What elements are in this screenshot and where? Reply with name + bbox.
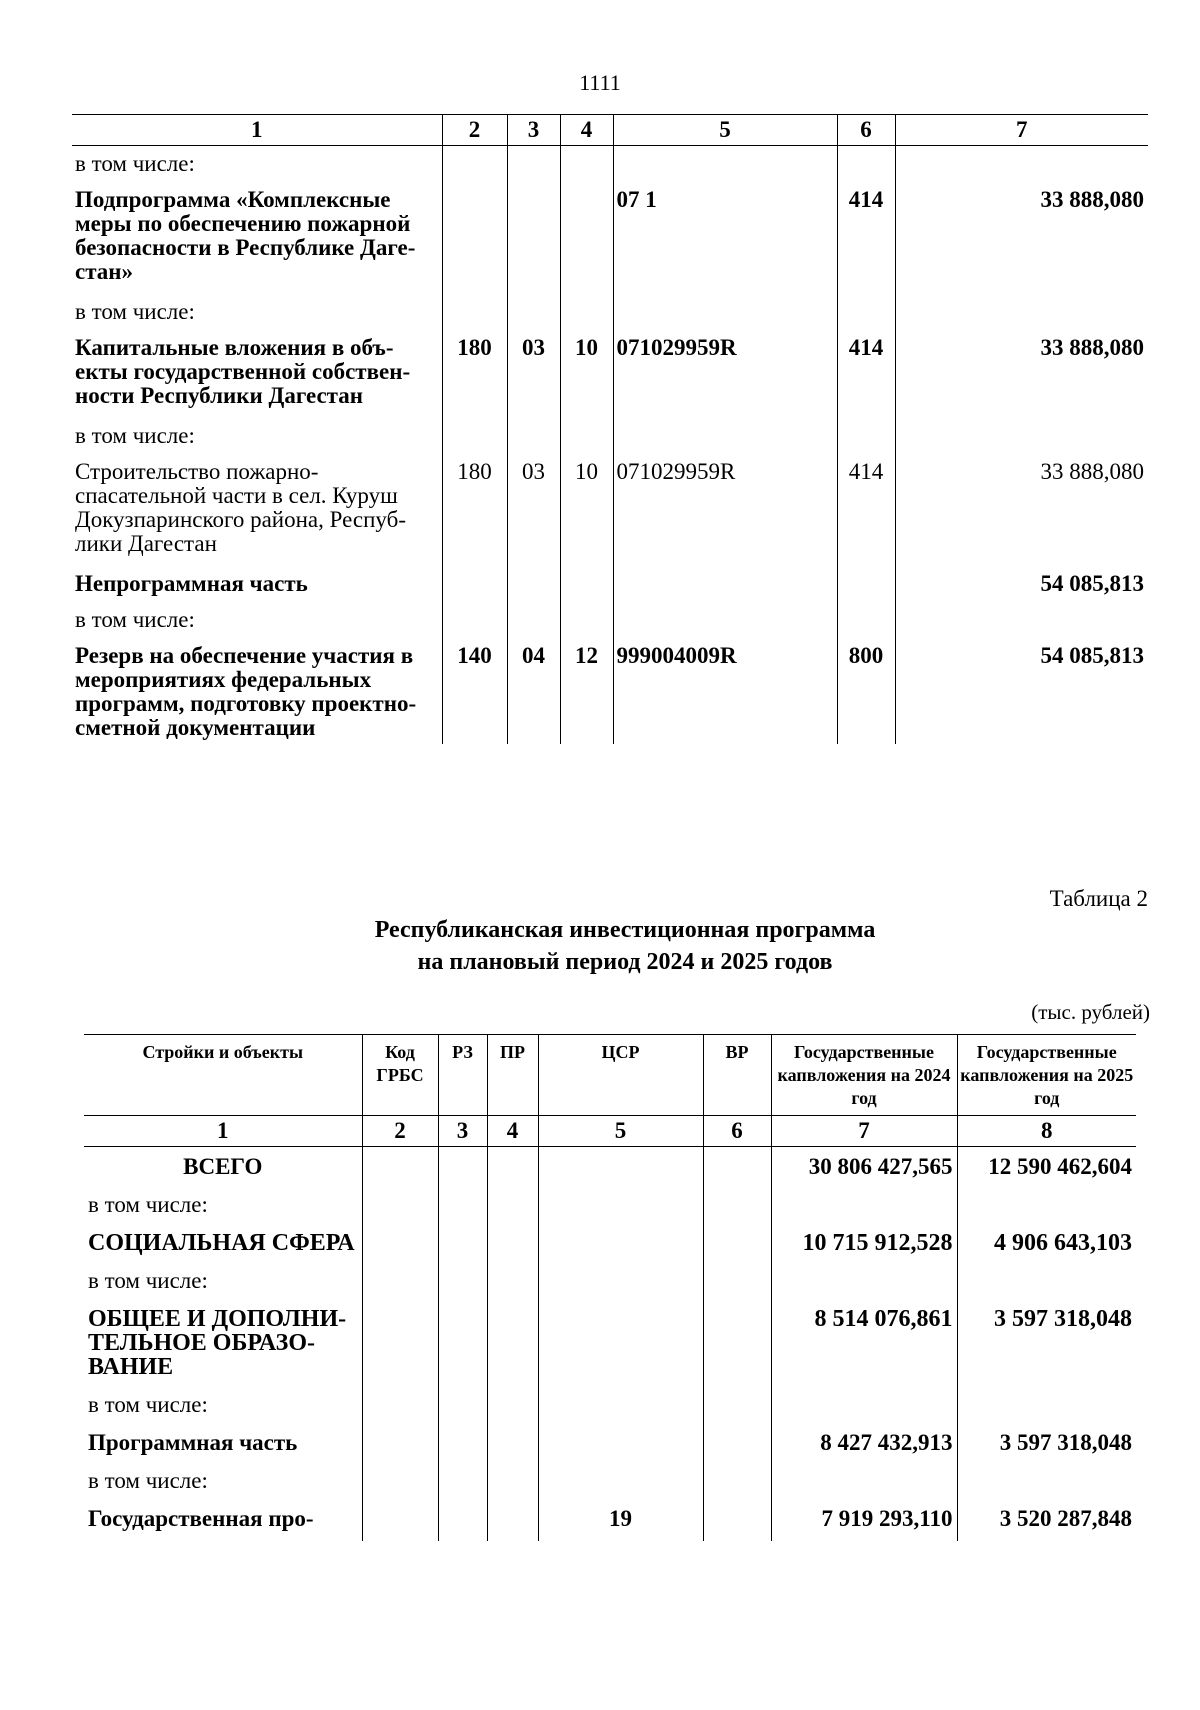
cell-grbs — [442, 294, 507, 330]
table-row — [72, 182, 1148, 294]
cell-vr — [837, 294, 895, 330]
cell-csr — [538, 1265, 703, 1299]
cell-rz — [438, 1147, 487, 1190]
cell-csr — [538, 1423, 703, 1465]
t2-colnum-4: 4 — [487, 1116, 538, 1147]
row-label: в том числе: — [75, 299, 195, 324]
cell-csr — [538, 1465, 703, 1499]
units-note: (тыс. рублей) — [1031, 1000, 1150, 1024]
table-2-title — [0, 914, 1200, 978]
cell-rz: 03 — [507, 454, 560, 566]
cell-2024: 8 427 432,913 — [771, 1423, 957, 1465]
cell-rz: 04 — [507, 638, 560, 744]
cell-csr — [538, 1299, 703, 1389]
cell-pr — [560, 418, 613, 454]
cell-pr — [487, 1389, 538, 1423]
cell-rz — [507, 182, 560, 294]
cell-amount: 33 888,080 — [895, 330, 1148, 418]
t1-col-4: 4 — [560, 115, 613, 146]
table-row — [84, 1147, 1136, 1190]
cell-pr — [487, 1299, 538, 1389]
table-row — [84, 1499, 1136, 1541]
page-number: 1111 — [579, 70, 621, 95]
row-label: в том числе: — [88, 1268, 208, 1293]
cell-2025 — [957, 1189, 1136, 1223]
cell-amount: 33 888,080 — [895, 182, 1148, 294]
cell-rz — [438, 1265, 487, 1299]
cell-amount — [895, 602, 1148, 638]
cell-2024 — [771, 1389, 957, 1423]
cell-pr — [560, 146, 613, 183]
cell-pr — [487, 1189, 538, 1223]
cell-grbs — [362, 1389, 438, 1423]
cell-rz — [507, 146, 560, 183]
t1-col-1: 1 — [72, 115, 442, 146]
t2-header-2024: Государственные капвложения на 2024 год — [771, 1035, 957, 1116]
cell-csr: 07 1 — [613, 182, 837, 294]
cell-2025: 3 597 318,048 — [957, 1423, 1136, 1465]
cell-pr: 10 — [560, 454, 613, 566]
cell-2025: 3 520 287,848 — [957, 1499, 1136, 1541]
cell-amount — [895, 418, 1148, 454]
table-row — [72, 638, 1148, 744]
cell-csr: 19 — [538, 1499, 703, 1541]
row-label: Строительство пожарно-спасательной части в сел. Куруш Докузпаринского района, Республики Дагестан — [75, 459, 406, 556]
cell-2025 — [957, 1389, 1136, 1423]
cell-2024: 8 514 076,861 — [771, 1299, 957, 1389]
cell-vr — [703, 1265, 771, 1299]
cell-rz — [438, 1223, 487, 1265]
cell-pr: 12 — [560, 638, 613, 744]
row-label: Государственная про- — [88, 1506, 314, 1531]
t2-colnum-5: 5 — [538, 1116, 703, 1147]
cell-vr — [703, 1147, 771, 1190]
table-row — [72, 146, 1148, 183]
cell-vr — [837, 146, 895, 183]
table-1-header-row — [72, 115, 1148, 146]
cell-rz — [438, 1423, 487, 1465]
table-row — [72, 454, 1148, 566]
cell-csr — [538, 1389, 703, 1423]
cell-rz — [438, 1189, 487, 1223]
cell-rz — [438, 1299, 487, 1389]
table-row — [84, 1389, 1136, 1423]
t1-col-3: 3 — [507, 115, 560, 146]
cell-csr: 071029959R — [613, 454, 837, 566]
table-row — [84, 1189, 1136, 1223]
t2-colnum-3: 3 — [438, 1116, 487, 1147]
cell-csr — [538, 1189, 703, 1223]
table-1-continuation — [72, 114, 1148, 744]
table-2 — [84, 1034, 1136, 1541]
table-row — [84, 1299, 1136, 1389]
cell-rz — [438, 1389, 487, 1423]
cell-grbs — [362, 1223, 438, 1265]
t1-col-7: 7 — [895, 115, 1148, 146]
row-label: ВСЕГО — [183, 1154, 263, 1179]
row-label: в том числе: — [75, 151, 195, 176]
cell-csr — [613, 294, 837, 330]
t2-colnum-7: 7 — [771, 1116, 957, 1147]
cell-grbs — [362, 1423, 438, 1465]
cell-vr — [703, 1465, 771, 1499]
cell-pr — [487, 1465, 538, 1499]
cell-amount: 54 085,813 — [895, 566, 1148, 602]
cell-vr — [703, 1423, 771, 1465]
cell-2025: 12 590 462,604 — [957, 1147, 1136, 1190]
table-row — [72, 294, 1148, 330]
cell-grbs: 140 — [442, 638, 507, 744]
cell-csr — [613, 566, 837, 602]
table-row — [72, 566, 1148, 602]
row-label: Программная часть — [88, 1430, 298, 1455]
cell-grbs: 180 — [442, 454, 507, 566]
cell-amount: 33 888,080 — [895, 454, 1148, 566]
cell-vr — [703, 1189, 771, 1223]
t2-colnum-6: 6 — [703, 1116, 771, 1147]
cell-vr: 414 — [837, 182, 895, 294]
row-label: Непрограммная часть — [75, 571, 308, 596]
cell-vr — [837, 418, 895, 454]
cell-pr — [560, 294, 613, 330]
cell-vr — [703, 1299, 771, 1389]
cell-grbs — [362, 1299, 438, 1389]
t2-colnum-2: 2 — [362, 1116, 438, 1147]
cell-2025 — [957, 1265, 1136, 1299]
cell-csr — [538, 1147, 703, 1190]
cell-2025: 3 597 318,048 — [957, 1299, 1136, 1389]
row-label: Резерв на обеспечение участия в мероприятиях федеральных программ, подготовку проектно-сметной документации — [75, 643, 417, 740]
row-label: Капитальные вложения в объекты государственной собственности Республики Дагестан — [75, 335, 411, 408]
cell-grbs — [362, 1265, 438, 1299]
cell-pr — [487, 1499, 538, 1541]
cell-2024: 10 715 912,528 — [771, 1223, 957, 1265]
cell-csr — [613, 602, 837, 638]
cell-2024 — [771, 1189, 957, 1223]
cell-csr: 999004009R — [613, 638, 837, 744]
cell-2025: 4 906 643,103 — [957, 1223, 1136, 1265]
cell-grbs — [442, 602, 507, 638]
cell-grbs — [362, 1147, 438, 1190]
cell-vr — [837, 566, 895, 602]
row-label: в том числе: — [88, 1192, 208, 1217]
cell-csr: 071029959R — [613, 330, 837, 418]
cell-grbs — [442, 566, 507, 602]
cell-vr — [837, 602, 895, 638]
cell-vr — [703, 1499, 771, 1541]
cell-grbs: 180 — [442, 330, 507, 418]
cell-grbs — [362, 1465, 438, 1499]
table-row — [72, 602, 1148, 638]
cell-2024: 30 806 427,565 — [771, 1147, 957, 1190]
row-label: СОЦИАЛЬНАЯ СФЕРА — [88, 1230, 355, 1256]
cell-amount — [895, 294, 1148, 330]
cell-rz — [507, 566, 560, 602]
cell-rz — [507, 602, 560, 638]
cell-rz — [507, 294, 560, 330]
cell-pr — [560, 566, 613, 602]
table-2-column-numbers — [84, 1116, 1136, 1147]
row-label: в том числе: — [75, 607, 195, 632]
cell-2024: 7 919 293,110 — [771, 1499, 957, 1541]
cell-grbs — [442, 182, 507, 294]
cell-pr — [560, 182, 613, 294]
cell-grbs — [362, 1189, 438, 1223]
cell-pr — [487, 1147, 538, 1190]
row-label: ОБЩЕЕ И ДОПОЛНИТЕЛЬНОЕ ОБРАЗОВАНИЕ — [88, 1306, 347, 1380]
cell-vr: 414 — [837, 330, 895, 418]
row-label: Подпрограмма «Комплексные меры по обеспечению пожарной безопасности в Республике Дагестан» — [75, 187, 416, 284]
cell-grbs — [442, 146, 507, 183]
t2-header-2025: Государственные капвложения на 2025 год — [957, 1035, 1136, 1116]
cell-rz — [507, 418, 560, 454]
cell-pr — [487, 1223, 538, 1265]
t2-header-csr: ЦСР — [538, 1035, 703, 1116]
cell-amount: 54 085,813 — [895, 638, 1148, 744]
cell-rz — [438, 1499, 487, 1541]
t2-header-objects: Стройки и объекты — [84, 1035, 362, 1116]
t2-header-rz: РЗ — [438, 1035, 487, 1116]
t1-col-6: 6 — [837, 115, 895, 146]
cell-pr — [560, 602, 613, 638]
table-row — [84, 1423, 1136, 1465]
table-row — [84, 1265, 1136, 1299]
cell-2025 — [957, 1465, 1136, 1499]
row-label: в том числе: — [88, 1392, 208, 1417]
cell-rz: 03 — [507, 330, 560, 418]
row-label: в том числе: — [88, 1468, 208, 1493]
cell-vr — [703, 1389, 771, 1423]
cell-2024 — [771, 1465, 957, 1499]
t2-colnum-8: 8 — [957, 1116, 1136, 1147]
table-row — [72, 418, 1148, 454]
t2-colnum-1: 1 — [84, 1116, 362, 1147]
cell-pr — [487, 1265, 538, 1299]
cell-pr — [487, 1423, 538, 1465]
cell-csr — [613, 418, 837, 454]
cell-csr — [613, 146, 837, 183]
t1-col-5: 5 — [613, 115, 837, 146]
cell-2024 — [771, 1265, 957, 1299]
table-row — [84, 1465, 1136, 1499]
t1-col-2: 2 — [442, 115, 507, 146]
table-row — [84, 1223, 1136, 1265]
table-2-header-row — [84, 1035, 1136, 1116]
cell-vr: 800 — [837, 638, 895, 744]
table-row — [72, 330, 1148, 418]
cell-vr: 414 — [837, 454, 895, 566]
cell-grbs — [442, 418, 507, 454]
cell-csr — [538, 1223, 703, 1265]
t2-header-vr: ВР — [703, 1035, 771, 1116]
table-2-title-line-2: на плановый период 2024 и 2025 годов — [417, 949, 833, 975]
cell-rz — [438, 1465, 487, 1499]
table-2-title-line-1: Республиканская инвестиционная программа — [374, 917, 876, 943]
cell-grbs — [362, 1499, 438, 1541]
row-label: в том числе: — [75, 423, 195, 448]
table-2-label: Таблица 2 — [1049, 886, 1148, 911]
cell-pr: 10 — [560, 330, 613, 418]
cell-vr — [703, 1223, 771, 1265]
t2-header-pr: ПР — [487, 1035, 538, 1116]
t2-header-grbs: Код ГРБС — [362, 1035, 438, 1116]
cell-amount — [895, 146, 1148, 183]
